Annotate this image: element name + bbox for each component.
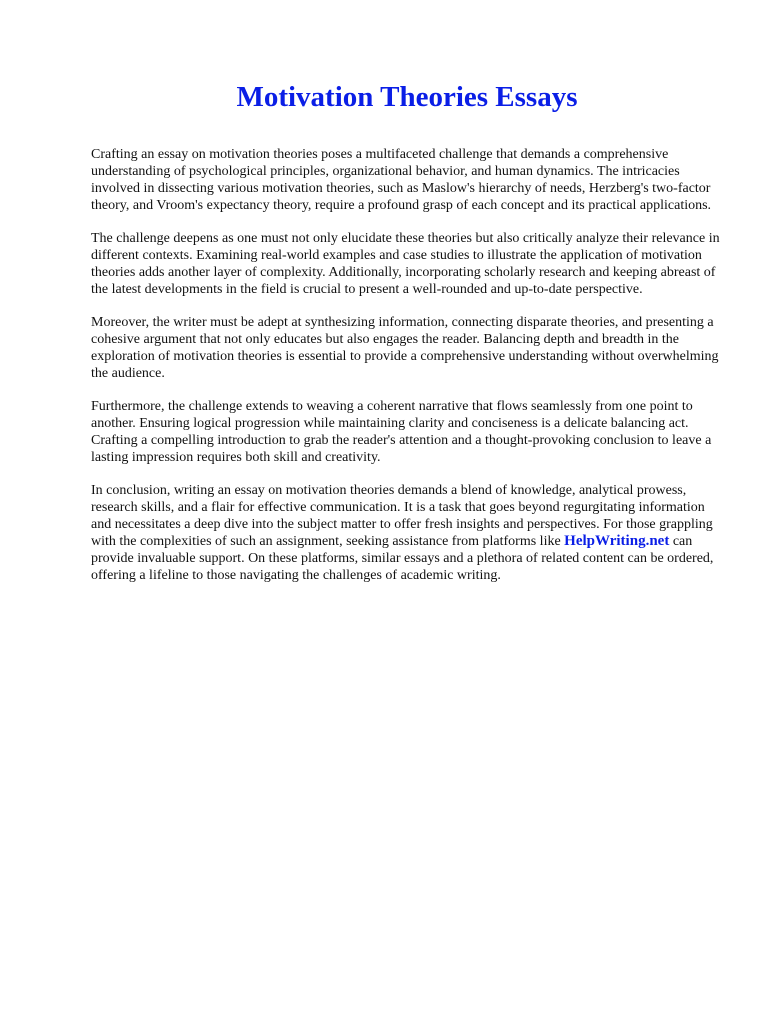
paragraph-3: Moreover, the writer must be adept at synthesizing information, connecting disparate theories, and presenting a cohesive argument that not only educates but also engages the reader. Balancing depth and breadth in the exploration of motivation theories is essential to provide a comprehensive understanding without overwhelming the audience. xyxy=(91,315,719,381)
paragraph-2: The challenge deepens as one must not only elucidate these theories but also critically analyze their relevance in different contexts. Examining real-world examples and case studies to illustrate the application of motivation theories adds another layer of complexity. Additionally, incorporating scholarly research and keeping abreast of the latest developments in the field is crucial to present a well-rounded and up-to-date perspective. xyxy=(91,231,720,297)
page-title: Motivation Theories Essays xyxy=(236,81,578,113)
conclusion-text-before-link: In conclusion, writing an essay on motivation theories demands a blend of knowledge, analytical prowess, research skills, and a flair for effective communication. It is a task that goes beyond regurgitating information and necessitates a deep dive into the subject matter to offer fresh insights and perspectives. For those grappling with the complexities of such an assignment, seeking assistance from platforms like xyxy=(91,483,713,549)
paragraph-1: Crafting an essay on motivation theories poses a multifaceted challenge that demands a comprehensive understanding of psychological principles, organizational behavior, and human dynamics. The intricacies involved in dissecting various motivation theories, such as Maslow's hierarchy of needs, Herzberg's two-factor theory, and Vroom's expectancy theory, require a profound grasp of each concept and its practical applications. xyxy=(91,147,712,213)
essay-body xyxy=(91,146,723,600)
paragraph-conclusion xyxy=(91,482,723,584)
helpwriting-link[interactable]: HelpWriting.net xyxy=(564,533,670,549)
conclusion-text-after-link: can provide invaluable support. On these platforms, similar essays and a plethora of related content can be ordered, offering a lifeline to those navigating the challenges of academic writing. xyxy=(91,534,714,583)
paragraph-4: Furthermore, the challenge extends to weaving a coherent narrative that flows seamlessly from one point to another. Ensuring logical progression while maintaining clarity and conciseness is a delicate balancing act. Crafting a compelling introduction to grab the reader's attention and a thought-provoking conclusion to leave a lasting impression requires both skill and creativity. xyxy=(91,399,712,465)
